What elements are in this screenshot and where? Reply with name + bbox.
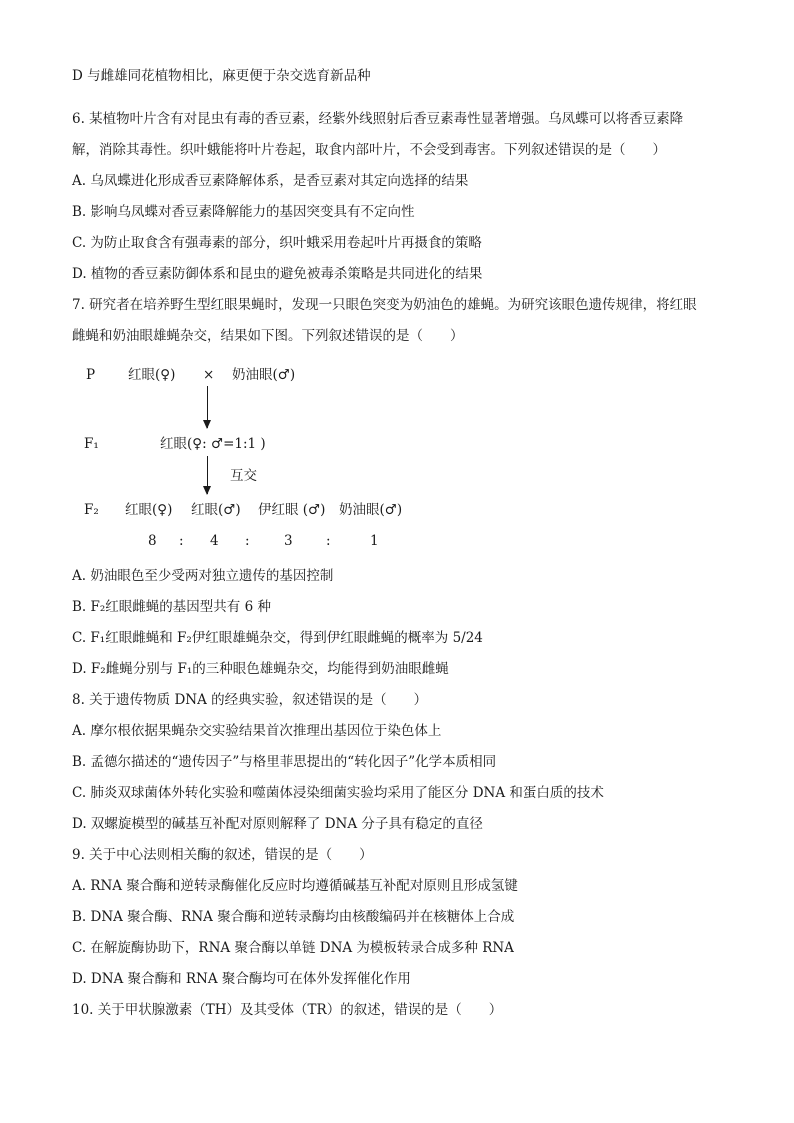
p-male: 奶油眼(♂) [232,367,296,383]
ratio-colon: : [245,533,250,549]
p-female: 红眼(♀) [128,367,176,383]
ratio-colon: : [326,533,331,549]
question-7-option-c: C. F₁红眼雌蝇和 F₂伊红眼雄蝇杂交，得到伊红眼雌蝇的概率为 5/24 [72,630,483,646]
question-7-stem-line1: 7. 研究者在培养野生型红眼果蝇时，发现一只眼色突变为奶油色的雄蝇。为研究该眼色遗传规律，将红眼 [72,297,697,313]
question-8-option-c: C. 肺炎双球菌体外转化实验和噬菌体浸染细菌实验均采用了能区分 DNA 和蛋白质的技术 [72,785,604,801]
question-9-option-b: B. DNA 聚合酶、RNA 聚合酶和逆转录酶均由核酸编码并在核糖体上合成 [72,909,515,925]
question-6-stem-line2: 解，消除其毒性。织叶蛾能将叶片卷起，取食内部叶片，不会受到毒害。下列叙述错误的是（ ） [72,142,666,158]
f1-generation-label: F₁ [84,436,99,452]
question-8-option-b: B. 孟德尔描述的“遗传因子”与格里菲思提出的“转化因子”化学本质相同 [72,754,497,770]
f2-eosin-male: 伊红眼 (♂) [258,502,326,518]
question-9-option-c: C. 在解旋酶协助下，RNA 聚合酶以单链 DNA 为模板转录合成多种 RNA [72,940,514,956]
question-6-option-a: A. 乌凤蝶进化形成香豆素降解体系，是香豆素对其定向选择的结果 [72,173,469,189]
ratio-value: 8 [148,533,157,549]
f2-generation-label: F₂ [84,502,99,518]
arrow-down-icon [207,456,208,494]
option-d-q5: D 与雌雄同花植物相比，麻更便于杂交选育新品种 [72,68,371,84]
question-8-option-a: A. 摩尔根依据果蝇杂交实验结果首次推理出基因位于染色体上 [72,723,442,739]
ratio-value: 1 [370,533,379,549]
arrow-down-icon [207,386,208,428]
f2-red-female: 红眼(♀) [125,502,173,518]
question-9-option-d: D. DNA 聚合酶和 RNA 聚合酶均可在体外发挥催化作用 [72,971,411,987]
ratio-value: 3 [284,533,293,549]
question-9-option-a: A. RNA 聚合酶和逆转录酶催化反应时均遵循碱基互补配对原则且形成氢键 [72,878,518,894]
question-6-option-b: B. 影响乌凤蝶对香豆素降解能力的基因突变具有不定向性 [72,204,415,220]
question-8-stem: 8. 关于遗传物质 DNA 的经典实验，叙述错误的是（ ） [72,692,428,708]
question-7-option-b: B. F₂红眼雌蝇的基因型共有 6 种 [72,599,271,615]
question-9-stem: 9. 关于中心法则相关酶的叙述，错误的是（ ） [72,847,373,863]
cross-symbol: × [203,367,215,383]
f1-phenotype: 红眼(♀: ♂=1:1 ) [160,436,266,452]
question-6-stem-line1: 6. 某植物叶片含有对昆虫有毒的香豆素，经紫外线照射后香豆素毒性显著增强。乌凤蝶可以将香豆素降 [72,111,684,127]
question-6-option-c: C. 为防止取食含有强毒素的部分，织叶蛾采用卷起叶片再摄食的策略 [72,235,482,251]
question-7-option-a: A. 奶油眼色至少受两对独立遗传的基因控制 [72,568,334,584]
ratio-colon: : [179,533,184,549]
ratio-value: 4 [210,533,219,549]
question-7-option-d: D. F₂雌蝇分别与 F₁的三种眼色雄蝇杂交，均能得到奶油眼雌蝇 [72,661,449,677]
question-6-option-d: D. 植物的香豆素防御体系和昆虫的避免被毒杀策略是共同进化的结果 [72,266,483,282]
question-8-option-d: D. 双螺旋模型的碱基互补配对原则解释了 DNA 分子具有稳定的直径 [72,816,483,832]
question-10-stem: 10. 关于甲状腺激素（TH）及其受体（TR）的叙述，错误的是（ ） [72,1002,503,1018]
f2-red-male: 红眼(♂) [191,502,241,518]
p-generation-label: P [86,367,96,383]
intercross-label: 互交 [230,468,257,484]
f2-cream-male: 奶油眼(♂) [339,502,403,518]
question-7-stem-line2: 雌蝇和奶油眼雄蝇杂交，结果如下图。下列叙述错误的是（ ） [72,328,464,344]
